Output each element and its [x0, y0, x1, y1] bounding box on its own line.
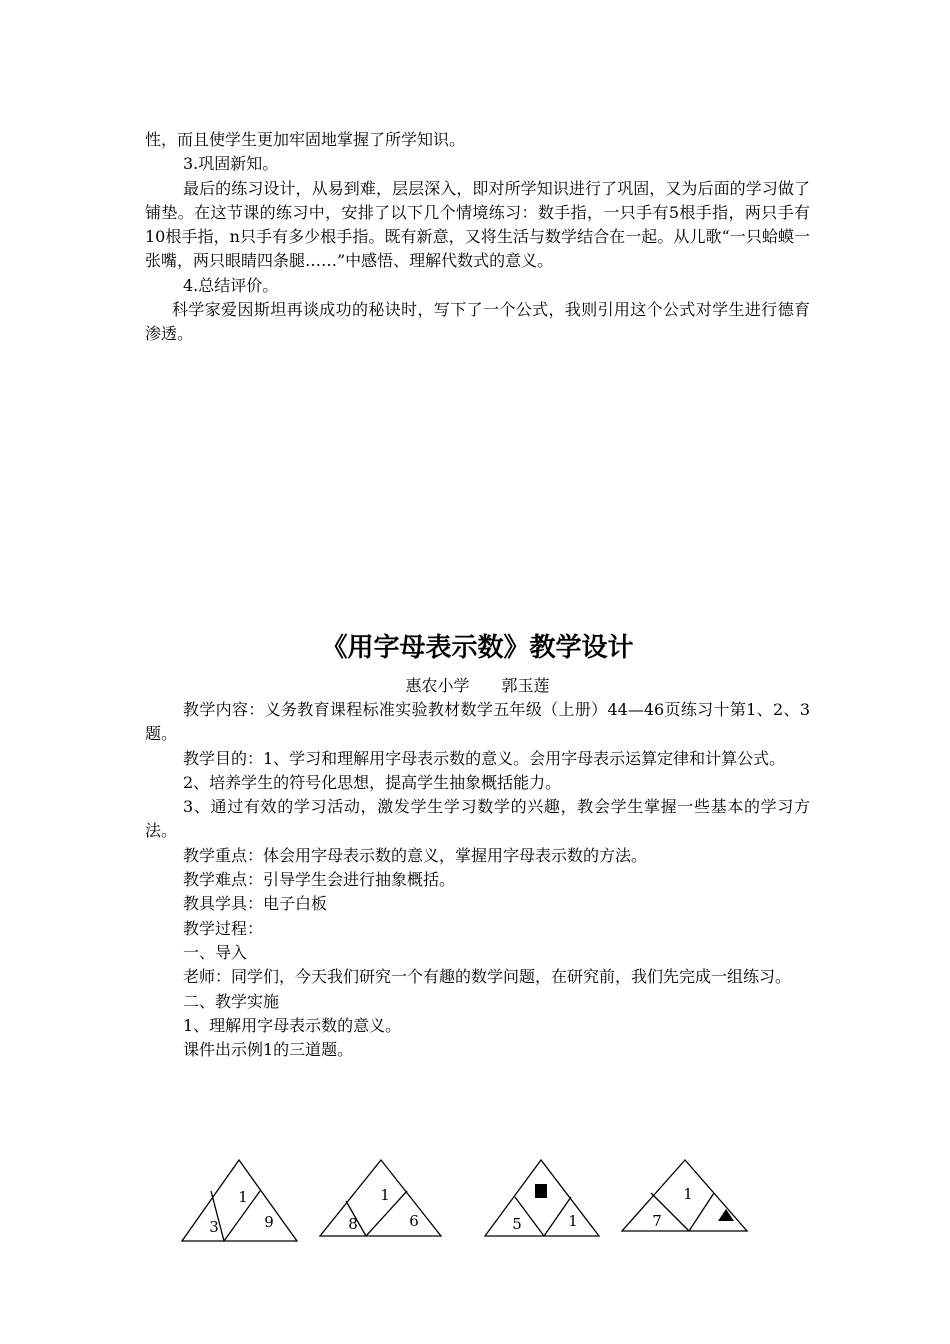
author-name: 郭玉莲	[501, 676, 550, 695]
triangle-number-left: 8	[348, 1215, 358, 1233]
triangle-number-left: 7	[652, 1212, 662, 1230]
paragraph: 性，而且使学生更加牢固地掌握了所学知识。	[145, 130, 466, 149]
triangle-number-top: 1	[380, 1186, 390, 1204]
paragraph: 2、培养学生的符号化思想，提高学生抽象概括能力。	[183, 772, 562, 792]
paragraph: 教学目的：1、学习和理解用字母表示数的意义。会用字母表示运算定律和计算公式。	[183, 748, 786, 768]
paragraph: 教学难点：引导学生会进行抽象概括。	[183, 870, 456, 890]
triangle-number-top: 1	[683, 1185, 693, 1203]
triangle-number-left: 3	[209, 1218, 219, 1236]
triangle-divider	[544, 1197, 571, 1236]
paragraph: 4.总结评价。	[183, 275, 279, 295]
author-school: 惠农小学	[405, 676, 470, 695]
paragraph: 老师：同学们，今天我们研究一个有趣的数学问题，在研究前，我们先完成一组练习。	[183, 967, 792, 987]
triangle-number-left: 5	[512, 1215, 522, 1233]
document-title: 《用字母表示数》教学设计	[321, 633, 634, 663]
paragraph: 教学重点：体会用字母表示数的意义，掌握用字母表示数的方法。	[183, 845, 648, 865]
triangle-number-right: 1	[568, 1212, 578, 1230]
paragraph: 二、教学实施	[183, 991, 280, 1011]
triangle-number-right: 9	[264, 1213, 274, 1231]
paragraph: 一、导入	[183, 942, 248, 962]
paragraph: 1、理解用字母表示数的意义。	[183, 1015, 402, 1035]
paragraph: 3.巩固新知。	[183, 154, 279, 174]
triangle-figure	[622, 1160, 747, 1231]
paragraph: 课件出示例1的三道题。	[183, 1040, 354, 1060]
black-square-icon	[535, 1184, 547, 1198]
black-triangle-icon	[718, 1209, 734, 1221]
triangle-figure	[485, 1160, 599, 1236]
triangle-figure	[320, 1160, 441, 1236]
paragraph: 科学家爱因斯坦再谈成功的秘诀时，写下了一个公式，我则引用这个公式对学生进行德育渗透。	[145, 300, 810, 344]
paragraph: 教具学具：电子白板	[183, 894, 328, 914]
triangle-number-right: 6	[409, 1212, 419, 1230]
paragraph: 教学内容：义务教育课程标准实验教材数学五年级（上册）44—46页练习十第1、2、3题。	[145, 700, 810, 744]
triangle-figure	[182, 1160, 297, 1241]
paragraph: 教学过程：	[183, 918, 264, 938]
triangle-number-top: 1	[238, 1188, 248, 1206]
paragraph: 3、通过有效的学习活动，激发学生学习数学的兴趣，教会学生掌握一些基本的学习方法。	[145, 797, 810, 841]
paragraph: 最后的练习设计，从易到难，层层深入，即对所学知识进行了巩固，又为后面的学习做了铺垫。在这节课的练习中，安排了以下几个情境练习：数手指，一只手有5根手指，两只手有10根手指，n只手有多少根手指。既有新意，又将生活与数学结合在一起。从儿歌“一只蛤蟆一张嘴，两只眼睛四条腿……”中感悟、理解代数式的意义。	[145, 178, 810, 271]
